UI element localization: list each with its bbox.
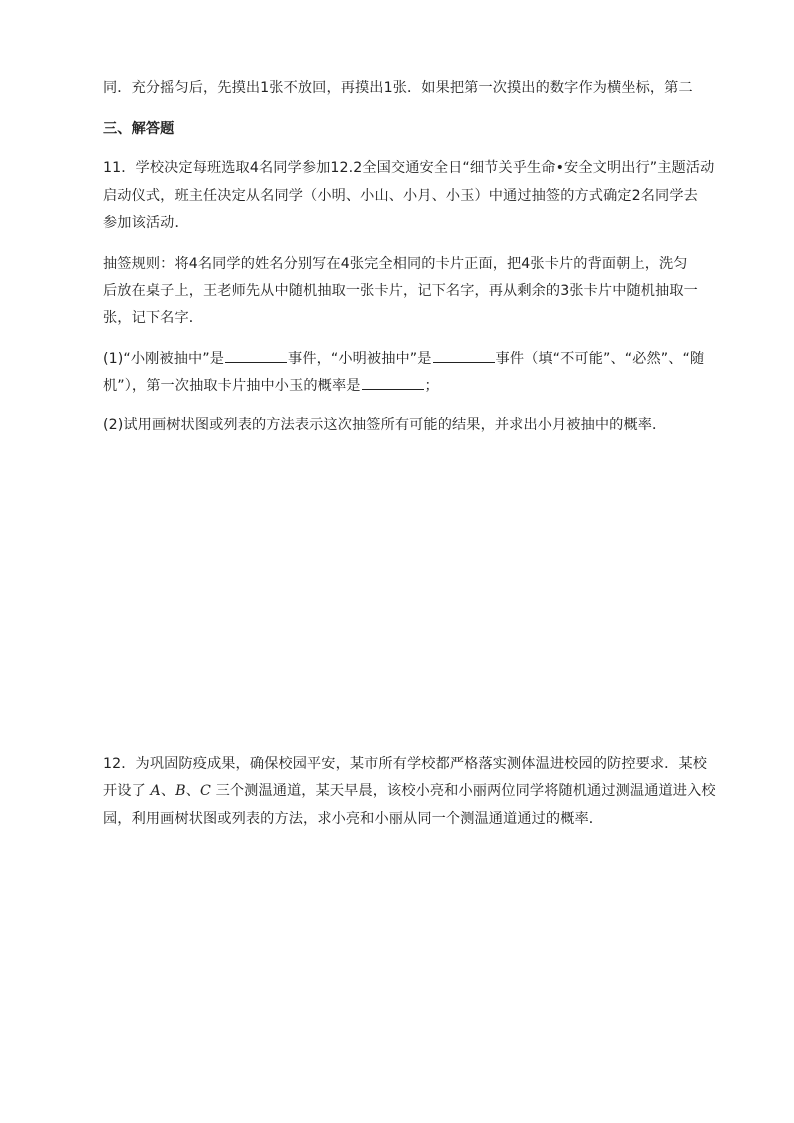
separator-1: 、 xyxy=(160,783,176,799)
part1-text-c: 事件（填“不可能”、“必然”、“随 xyxy=(495,351,705,367)
q12-line-1: 12．为巩固防疫成果，确保校园平安，某市所有学校都严格落实测体温进校园的防控要求．某校 xyxy=(103,756,708,772)
answer-blank-2[interactable] xyxy=(433,348,495,363)
q11-line-2: 启动仪式，班主任决定从名同学（小明、小山、小月、小玉）中通过抽签的方式确定2名同学去 xyxy=(103,188,698,204)
q12-line2-text-a: 开设了 xyxy=(103,783,146,799)
q11-line-3: 参加该活动． xyxy=(103,215,189,231)
q12-line-3: 园，利用画树状图或列表的方法，求小亮和小丽从同一个测温通道通过的概率． xyxy=(103,811,604,827)
channel-a-label: A xyxy=(150,783,161,799)
q11-line-1: 11．学校决定每班选取4名同学参加12.2全国交通安全日“细节关乎生命•安全文明出行”主题活动 xyxy=(103,160,715,176)
part1-line2-text-a: 机”），第一次抽取卡片抽中小玉的概率是 xyxy=(103,378,361,394)
channel-b-label: B xyxy=(175,783,186,799)
q12-line2-text-b: 三个测温通道，某天早晨，该校小亮和小丽两位同学将随机通过测温通道进入校 xyxy=(215,783,716,799)
channel-c-label: C xyxy=(199,783,211,799)
section-title: 三、解答题 xyxy=(103,121,175,137)
q11-rule-line-2: 后放在桌子上，王老师先从中随机抽取一张卡片，记下名字，再从剩余的3张卡片中随机抽取一 xyxy=(103,283,698,299)
top-continuation-line: 同．充分摇匀后，先摸出1张不放回，再摸出1张．如果把第一次摸出的数字作为横坐标，第二 xyxy=(103,80,693,96)
q11-part-2: (2)试用画树状图或列表的方法表示这次抽签所有可能的结果，并求出小月被抽中的概率． xyxy=(103,417,667,433)
separator-2: 、 xyxy=(185,783,200,799)
q12-line-2 xyxy=(103,781,716,801)
part1-text-b: 事件，“小明被抽中”是 xyxy=(288,351,432,367)
part1-line2-text-b: ； xyxy=(424,378,439,394)
part1-text-a: (1)“小刚被抽中”是 xyxy=(103,351,225,367)
q11-part-1-line-1 xyxy=(103,348,703,369)
q11-part-1-line-2 xyxy=(103,375,703,396)
answer-blank-1[interactable] xyxy=(225,348,287,363)
q11-rule-line-1: 抽签规则：将4名同学的姓名分别写在4张完全相同的卡片正面，把4张卡片的背面朝上，洗匀 xyxy=(103,256,688,272)
q11-rule-line-3: 张，记下名字． xyxy=(103,310,204,326)
answer-blank-3[interactable] xyxy=(362,375,424,390)
